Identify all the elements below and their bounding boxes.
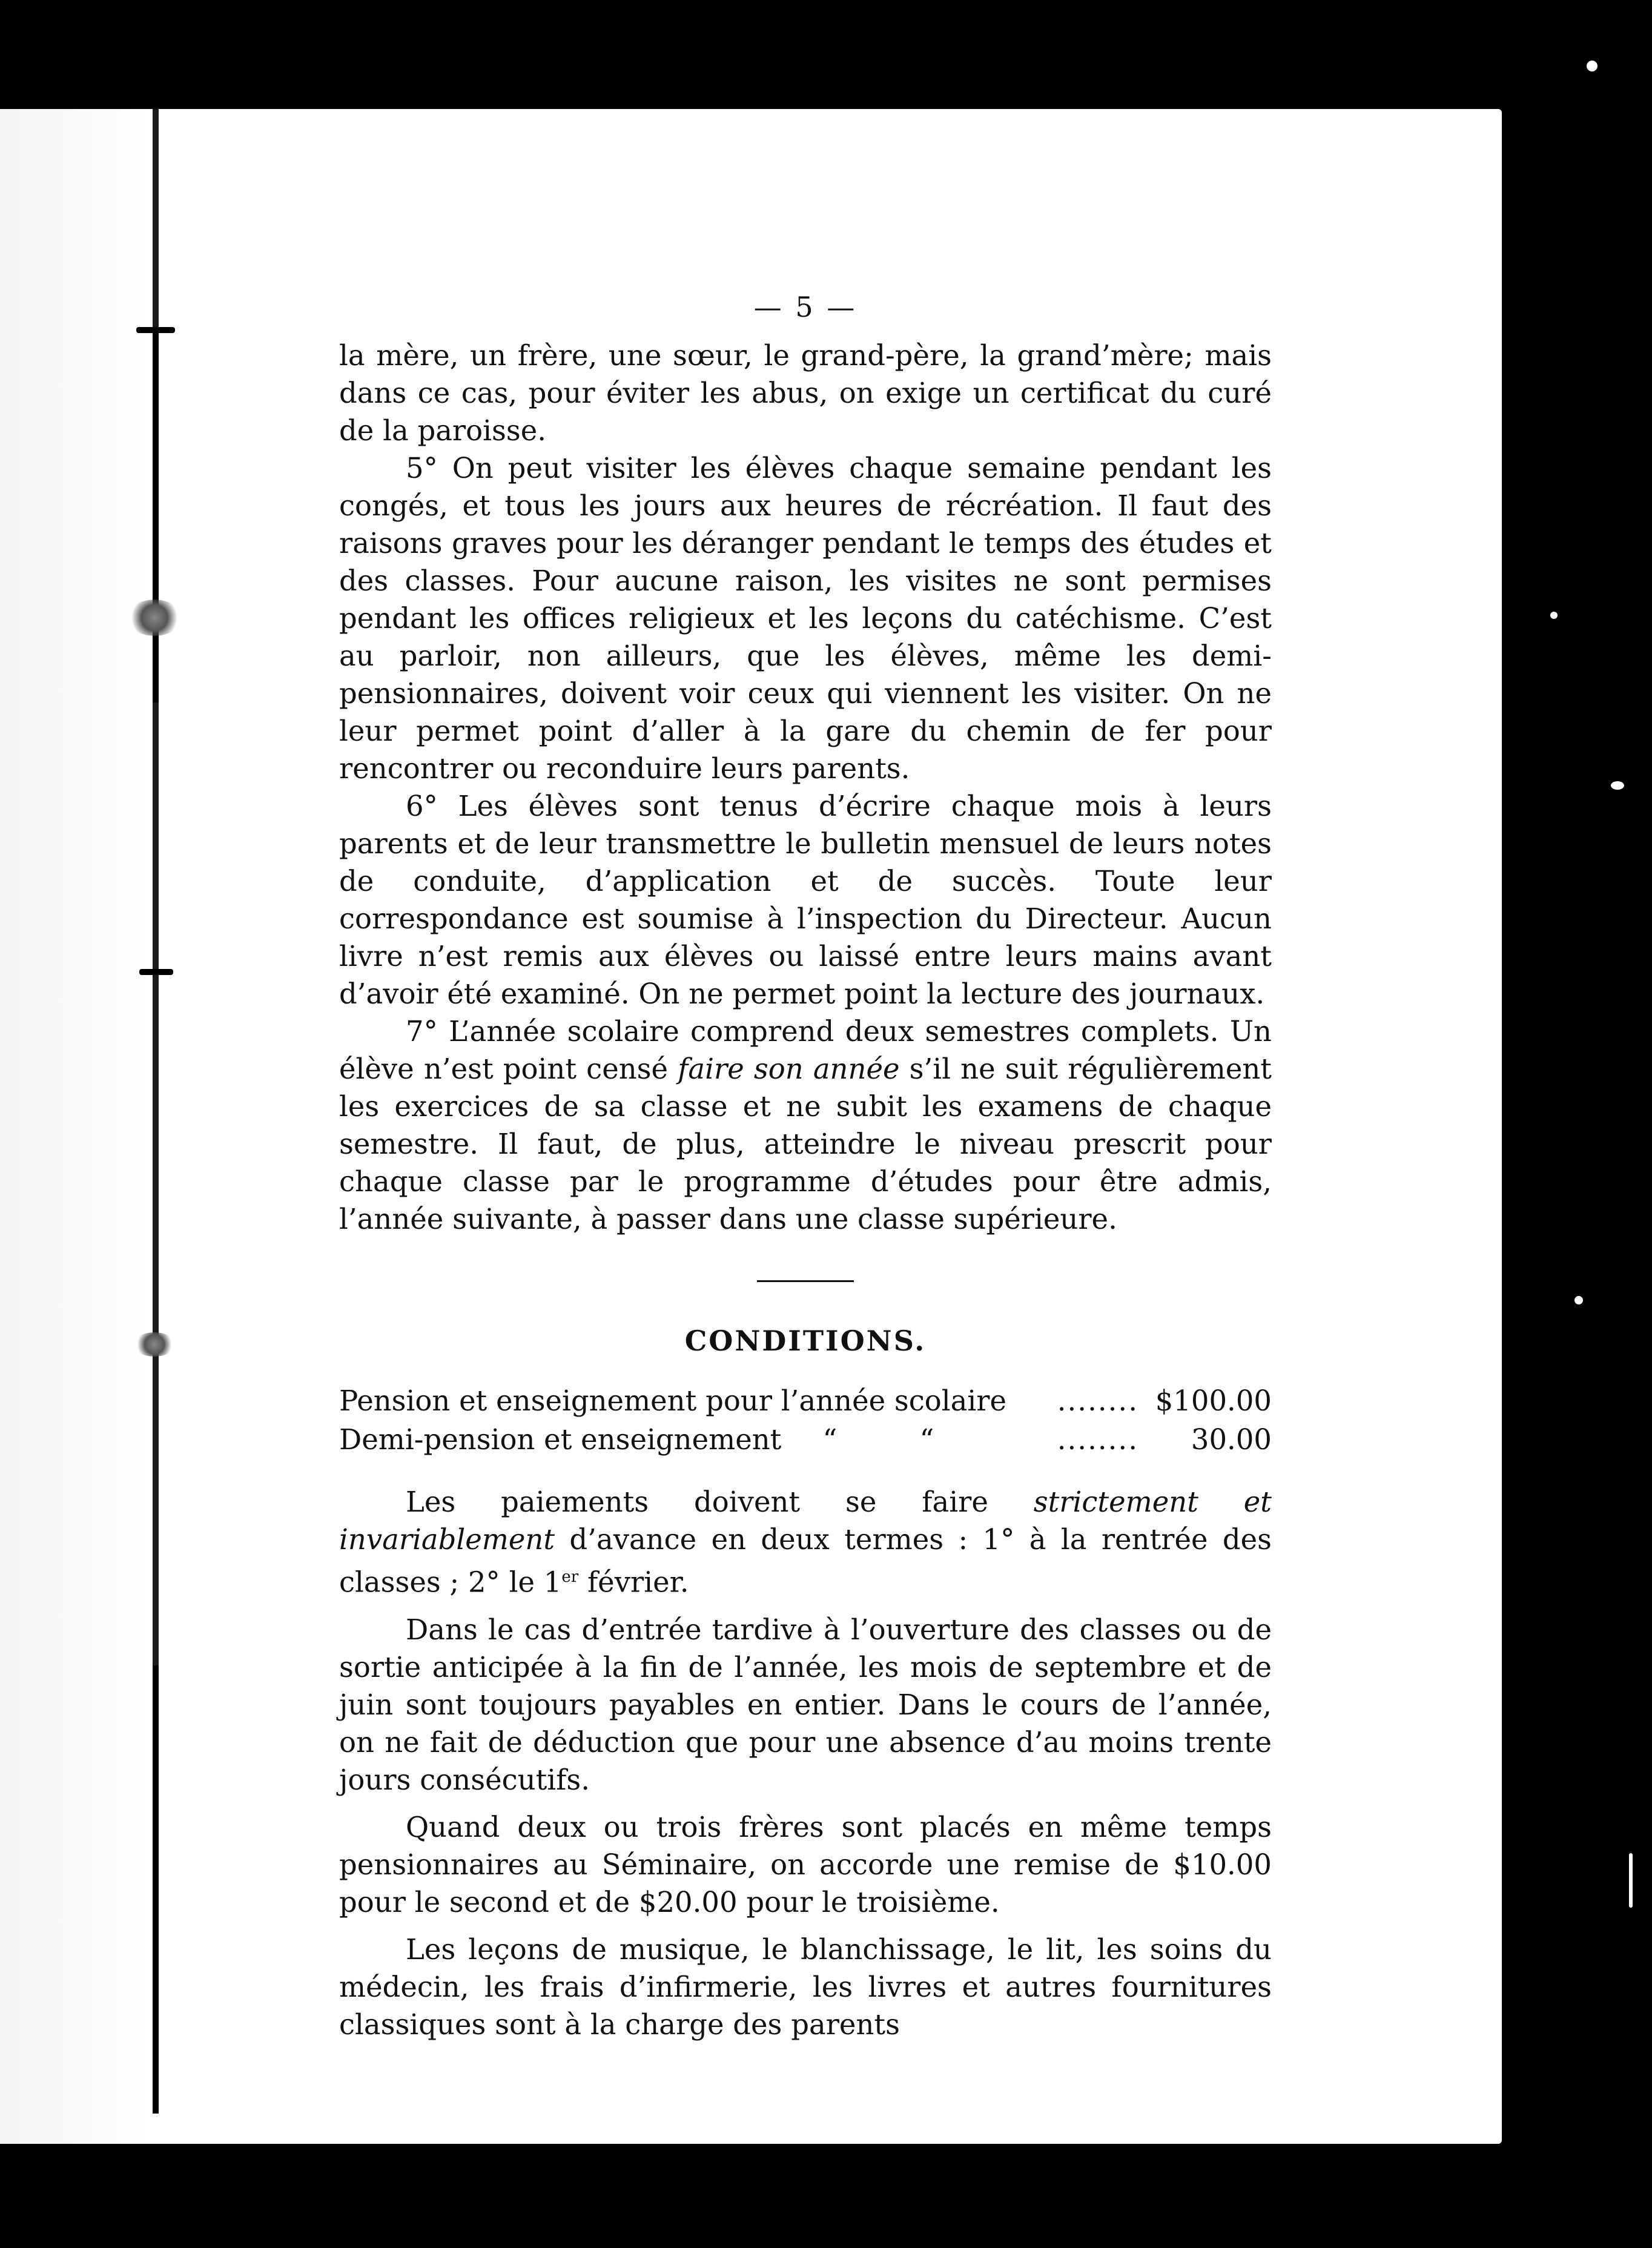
price-amount: 30.00 (1191, 1423, 1272, 1456)
payments-italic: strictement et invariablement (339, 1486, 1272, 1556)
price-row-demi-pension (339, 1420, 1272, 1459)
payments-text-end: février. (578, 1565, 689, 1599)
page-text (339, 291, 1272, 2053)
price-row-pension (339, 1381, 1272, 1420)
price-label: Demi-pension et enseignement (339, 1423, 782, 1456)
paragraph-brothers: Quand deux ou trois frères sont placés en même temps pensionnaires au Séminaire, on accorde une remise de $10.00 pour le second et de $20.00 pour le troisième. (339, 1810, 1272, 1919)
paragraph-extras: Les leçons de musique, le blanchissage, le lit, les soins du médecin, les frais d’infirmerie, les livres et autres fournitures classiques sont à la charge des parents (339, 1932, 1272, 2041)
section-divider (757, 1280, 854, 1282)
dust-scratch (1629, 1853, 1633, 1908)
ditto-mark: “ (919, 1423, 934, 1456)
dust-speck (1550, 612, 1558, 619)
dust-speck (1587, 61, 1597, 71)
price-dots: ........ (1057, 1384, 1138, 1417)
binding-stitch (139, 969, 173, 975)
price-label: Pension et enseignement pour l’année scolaire (339, 1384, 1007, 1417)
spine-shade (0, 109, 153, 2144)
paragraph-correspondence: 6° Les élèves sont tenus d’écrire chaque mois à leurs parents et de leur transmettre le bulletin mensuel de leurs notes de conduite, d’application et de succès. Toute leur correspondance est soumise à l’inspection du Directeur. Aucun livre n’est remis aux élèves ou laissé entre leurs mains avant d’avoir été examiné. On ne permet point la lecture des journaux. (339, 790, 1272, 1010)
binding-knot (133, 1332, 176, 1357)
binding-thread (153, 327, 159, 702)
dust-speck (1611, 781, 1624, 790)
conditions-body (339, 1483, 1272, 2043)
dust-speck (1574, 1296, 1583, 1304)
ditto-mark: “ (822, 1423, 838, 1456)
paragraph-school-year (339, 1013, 1272, 1238)
payments-superscript: er (561, 1568, 579, 1586)
book-page (0, 109, 1502, 2144)
school-year-italic: faire son année (678, 1053, 900, 1085)
page-number: — 5 — (753, 291, 857, 323)
paragraph-payments (339, 1483, 1272, 1601)
payments-text: Les paiements doivent se faire (406, 1486, 1034, 1518)
payments-text-mid: d’avance en deux termes : 1° à la rentrée des classes ; 2° le 1 (339, 1523, 1272, 1599)
price-amount: $100.00 (1155, 1384, 1272, 1417)
paragraph-late-entry: Dans le cas d’entrée tardive à l’ouverture des classes ou de sortie anticipée à la fin de l’année, les mois de septembre et de juin sont toujours payables en entier. Dans le cours de l’année, on ne fait de déduction que pour une absence d’au moins trente jours consécutifs. (339, 1613, 1272, 1796)
binding-thread (153, 1665, 159, 2114)
binding-knot (127, 600, 182, 636)
school-year-text: 7° L’année scolaire comprend deux semestres complets. Un élève n’est point censé (339, 1015, 1272, 1085)
paragraph-visits: 5° On peut visiter les élèves chaque semaine pendant les congés, et tous les jours aux heures de récréation. Il faut des raisons graves pour les déranger pendant le temps des études et des classes. Pour aucune raison, les visites ne sont permises pendant les offices religieux et les leçons du catéchisme. C’est au parloir, non ailleurs, que les élèves, même les demi-pensionnaires, doivent voir ceux qui viennent les visiter. On ne leur permet point d’aller à la gare du chemin de fer pour rencontrer ou reconduire leurs parents. (339, 452, 1272, 785)
conditions-heading: CONDITIONS. (684, 1324, 927, 1357)
price-dots: ........ (1057, 1423, 1138, 1456)
paragraph-continued: la mère, un frère, une sœur, le grand-père, la grand’mère; mais dans ce cas, pour éviter les abus, on exige un certificat du curé de la paroisse. (339, 339, 1272, 447)
school-year-text-end: s’il ne suit régulièrement les exercices de sa classe et ne subit les examens de chaque semestre. Il faut, de plus, atteindre le niveau prescrit pour chaque classe par le programme d’études pour être admis, l’année suivante, à passer dans une classe supérieure. (339, 1053, 1272, 1235)
